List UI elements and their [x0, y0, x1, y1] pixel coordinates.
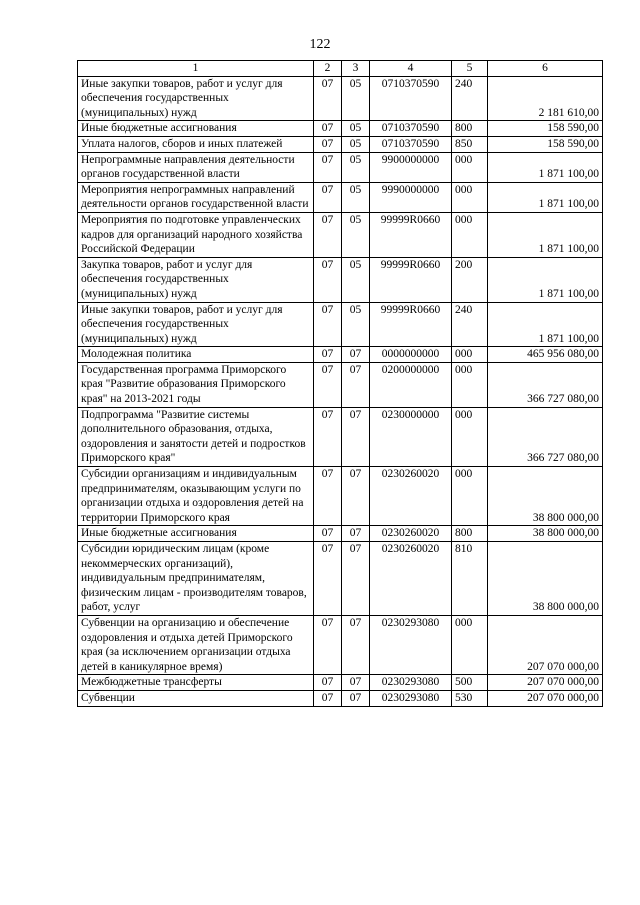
- target-code-cell: 0200000000: [370, 362, 452, 407]
- row-name-cell: Непрограммные направления деятельности органов государственной власти: [78, 152, 314, 182]
- subsection-code-cell: 07: [342, 347, 370, 363]
- expense-type-cell: 000: [452, 362, 488, 407]
- section-code-cell: 07: [314, 615, 342, 674]
- expense-type-cell: 810: [452, 542, 488, 616]
- table-row: [78, 542, 603, 616]
- row-name-cell: Субвенции: [78, 690, 314, 706]
- target-code-cell: 0000000000: [370, 347, 452, 363]
- expense-type-cell: 240: [452, 76, 488, 121]
- subsection-code-cell: 07: [342, 526, 370, 542]
- amount-cell: 2 181 610,00: [488, 76, 603, 121]
- table-row: [78, 152, 603, 182]
- section-code-cell: 07: [314, 257, 342, 302]
- amount-cell: 158 590,00: [488, 136, 603, 152]
- expense-type-cell: 240: [452, 302, 488, 347]
- table-row: [78, 257, 603, 302]
- expense-type-cell: 200: [452, 257, 488, 302]
- row-name-cell: Иные закупки товаров, работ и услуг для обеспечения государственных (муниципальных) нужд: [78, 76, 314, 121]
- table-row: [78, 182, 603, 212]
- subsection-code-cell: 05: [342, 302, 370, 347]
- row-name-cell: Межбюджетные трансферты: [78, 675, 314, 691]
- section-code-cell: 07: [314, 467, 342, 526]
- section-code-cell: 07: [314, 675, 342, 691]
- subsection-code-cell: 05: [342, 136, 370, 152]
- target-code-cell: 9990000000: [370, 182, 452, 212]
- table-row: [78, 362, 603, 407]
- subsection-code-cell: 07: [342, 675, 370, 691]
- target-code-cell: 9900000000: [370, 152, 452, 182]
- target-code-cell: 99999R0660: [370, 257, 452, 302]
- subsection-code-cell: 07: [342, 542, 370, 616]
- row-name-cell: Мероприятия непрограммных направлений деятельности органов государственной власти: [78, 182, 314, 212]
- section-code-cell: 07: [314, 407, 342, 466]
- table-row: [78, 407, 603, 466]
- expense-type-cell: 850: [452, 136, 488, 152]
- expense-type-cell: 500: [452, 675, 488, 691]
- table-row: [78, 675, 603, 691]
- table-row: [78, 615, 603, 674]
- expense-type-cell: 000: [452, 212, 488, 257]
- amount-cell: 1 871 100,00: [488, 257, 603, 302]
- section-code-cell: 07: [314, 542, 342, 616]
- expense-type-cell: 530: [452, 690, 488, 706]
- section-code-cell: 07: [314, 182, 342, 212]
- expense-type-cell: 000: [452, 182, 488, 212]
- row-name-cell: Субсидии организациям и индивидуальным предпринимателям, оказывающим услуги по организации отдыха и оздоровления детей на территории Приморского края: [78, 467, 314, 526]
- target-code-cell: 99999R0660: [370, 212, 452, 257]
- table-row: [78, 302, 603, 347]
- amount-cell: 366 727 080,00: [488, 407, 603, 466]
- section-code-cell: 07: [314, 212, 342, 257]
- row-name-cell: Государственная программа Приморского края "Развитие образования Приморского края" на 2013-2021 годы: [78, 362, 314, 407]
- page-number: 122: [309, 37, 331, 52]
- target-code-cell: 0710370590: [370, 76, 452, 121]
- amount-cell: 158 590,00: [488, 121, 603, 137]
- target-code-cell: 0710370590: [370, 136, 452, 152]
- expense-type-cell: 000: [452, 467, 488, 526]
- row-name-cell: Подпрограмма "Развитие системы дополнительного образования, отдыха, оздоровления и занятости детей и подростков Приморского края": [78, 407, 314, 466]
- table-header-row: [78, 61, 603, 77]
- header-cell: 2: [314, 61, 342, 77]
- row-name-cell: Мероприятия по подготовке управленческих кадров для организаций народного хозяйства Российской Федерации: [78, 212, 314, 257]
- header-cell: 6: [488, 61, 603, 77]
- row-name-cell: Молодежная политика: [78, 347, 314, 363]
- section-code-cell: 07: [314, 362, 342, 407]
- amount-cell: 366 727 080,00: [488, 362, 603, 407]
- section-code-cell: 07: [314, 136, 342, 152]
- amount-cell: 38 800 000,00: [488, 526, 603, 542]
- subsection-code-cell: 05: [342, 152, 370, 182]
- section-code-cell: 07: [314, 76, 342, 121]
- expense-type-cell: 000: [452, 615, 488, 674]
- section-code-cell: 07: [314, 152, 342, 182]
- amount-cell: 38 800 000,00: [488, 467, 603, 526]
- amount-cell: 1 871 100,00: [488, 212, 603, 257]
- row-name-cell: Иные бюджетные ассигнования: [78, 526, 314, 542]
- target-code-cell: 0710370590: [370, 121, 452, 137]
- section-code-cell: 07: [314, 302, 342, 347]
- header-cell: 5: [452, 61, 488, 77]
- row-name-cell: Иные закупки товаров, работ и услуг для обеспечения государственных (муниципальных) нужд: [78, 302, 314, 347]
- table-row: [78, 121, 603, 137]
- header-cell: 3: [342, 61, 370, 77]
- amount-cell: 207 070 000,00: [488, 615, 603, 674]
- amount-cell: 465 956 080,00: [488, 347, 603, 363]
- table-row: [78, 690, 603, 706]
- target-code-cell: 0230260020: [370, 526, 452, 542]
- subsection-code-cell: 05: [342, 76, 370, 121]
- target-code-cell: 0230293080: [370, 615, 452, 674]
- section-code-cell: 07: [314, 526, 342, 542]
- target-code-cell: 0230000000: [370, 407, 452, 466]
- row-name-cell: Закупка товаров, работ и услуг для обеспечения государственных (муниципальных) нужд: [78, 257, 314, 302]
- budget-table: [77, 60, 603, 707]
- target-code-cell: 0230260020: [370, 467, 452, 526]
- header-cell: 1: [78, 61, 314, 77]
- table-row: [78, 76, 603, 121]
- row-name-cell: Уплата налогов, сборов и иных платежей: [78, 136, 314, 152]
- subsection-code-cell: 07: [342, 407, 370, 466]
- subsection-code-cell: 07: [342, 615, 370, 674]
- section-code-cell: 07: [314, 690, 342, 706]
- subsection-code-cell: 05: [342, 257, 370, 302]
- row-name-cell: Субвенции на организацию и обеспечение оздоровления и отдыха детей Приморского края (за исключением организации отдыха детей в каникулярное время): [78, 615, 314, 674]
- expense-type-cell: 800: [452, 121, 488, 137]
- section-code-cell: 07: [314, 121, 342, 137]
- table-body: [78, 61, 603, 707]
- subsection-code-cell: 07: [342, 467, 370, 526]
- subsection-code-cell: 07: [342, 362, 370, 407]
- target-code-cell: 0230260020: [370, 542, 452, 616]
- target-code-cell: 0230293080: [370, 675, 452, 691]
- amount-cell: 207 070 000,00: [488, 690, 603, 706]
- amount-cell: 1 871 100,00: [488, 302, 603, 347]
- subsection-code-cell: 05: [342, 212, 370, 257]
- section-code-cell: 07: [314, 347, 342, 363]
- expense-type-cell: 000: [452, 407, 488, 466]
- expense-type-cell: 000: [452, 152, 488, 182]
- table-row: [78, 347, 603, 363]
- header-cell: 4: [370, 61, 452, 77]
- amount-cell: 1 871 100,00: [488, 152, 603, 182]
- row-name-cell: Субсидии юридическим лицам (кроме некоммерческих организаций), индивидуальным предпринимателям, физическим лицам - производителям товаров, работ, услуг: [78, 542, 314, 616]
- subsection-code-cell: 05: [342, 182, 370, 212]
- amount-cell: 1 871 100,00: [488, 182, 603, 212]
- row-name-cell: Иные бюджетные ассигнования: [78, 121, 314, 137]
- table-row: [78, 467, 603, 526]
- target-code-cell: 0230293080: [370, 690, 452, 706]
- subsection-code-cell: 05: [342, 121, 370, 137]
- table-row: [78, 136, 603, 152]
- target-code-cell: 99999R0660: [370, 302, 452, 347]
- table-row: [78, 212, 603, 257]
- table-row: [78, 526, 603, 542]
- subsection-code-cell: 07: [342, 690, 370, 706]
- expense-type-cell: 000: [452, 347, 488, 363]
- amount-cell: 207 070 000,00: [488, 675, 603, 691]
- amount-cell: 38 800 000,00: [488, 542, 603, 616]
- expense-type-cell: 800: [452, 526, 488, 542]
